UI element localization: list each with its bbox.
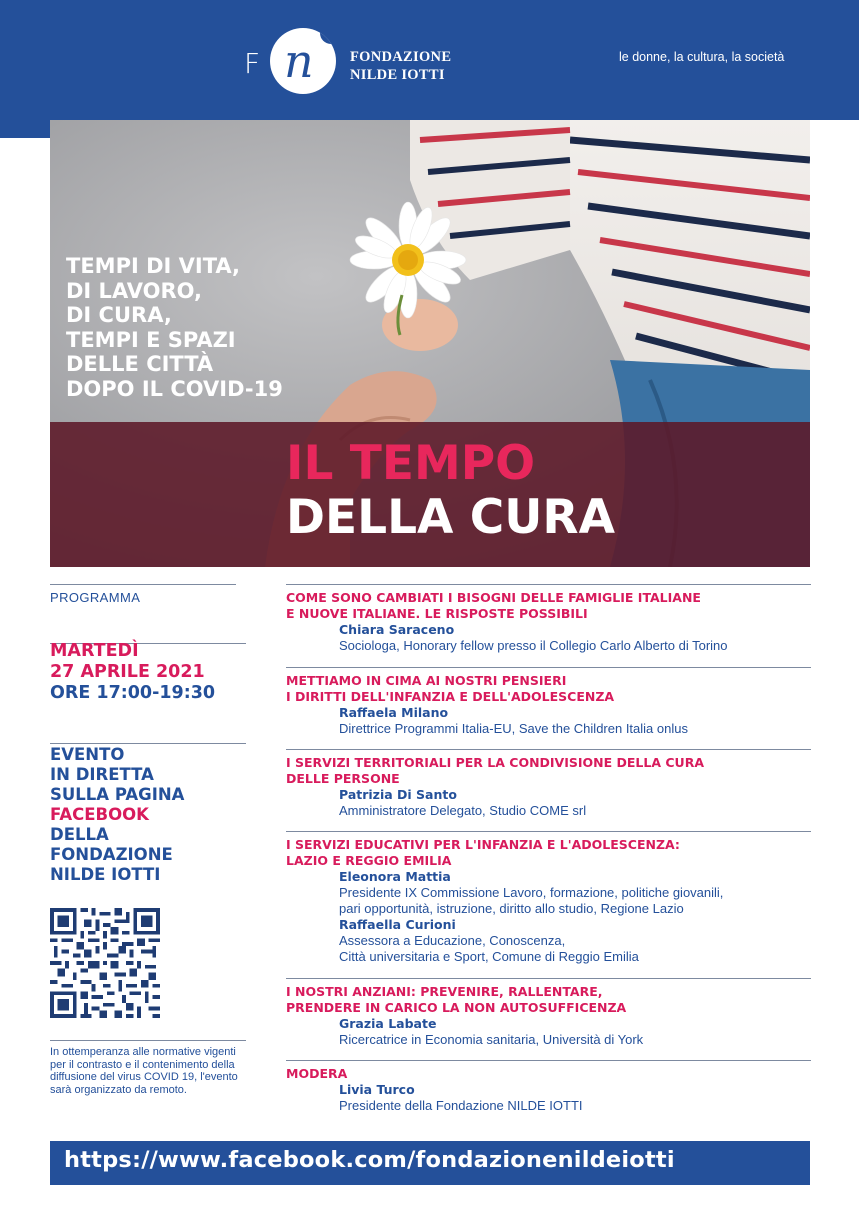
speaker-role: Direttrice Programmi Italia-EU, Save the Children Italia onlus <box>339 721 688 736</box>
program-item-title: E NUOVE ITALIANE. LE RISPOSTE POSSIBILI <box>286 606 588 621</box>
program-item-title: METTIAMO IN CIMA AI NOSTRI PENSIERI <box>286 673 567 688</box>
program-item <box>286 667 811 737</box>
subtitle-line: TEMPI DI VITA, <box>66 254 241 278</box>
program-item-moderator <box>286 1060 811 1114</box>
speaker-role: Amministratore Delegato, Studio COME srl <box>339 803 587 818</box>
program-item-title: COME SONO CAMBIATI I BISOGNI DELLE FAMIGLIE ITALIANE <box>286 590 701 605</box>
speaker-name: Patrizia Di Santo <box>339 787 457 802</box>
speaker-name: Chiara Saraceno <box>339 622 455 637</box>
program-item-title: I NOSTRI ANZIANI: PREVENIRE, RALLENTARE, <box>286 984 603 999</box>
event-info-line: FONDAZIONE <box>50 845 173 864</box>
divider <box>286 831 811 832</box>
event-info-line: SULLA PAGINA <box>50 785 185 804</box>
divider <box>286 584 811 585</box>
event-info-line: EVENTO <box>50 745 125 764</box>
speaker-role: Sociologa, Honorary fellow presso il Collegio Carlo Alberto di Torino <box>339 638 728 653</box>
logo-icon <box>270 28 336 94</box>
subtitle-line: DI CURA, <box>66 303 172 327</box>
speaker-role: Ricercatrice in Economia sanitaria, Università di York <box>339 1032 644 1047</box>
divider <box>50 1040 246 1041</box>
speaker-name: Raffaela Milano <box>339 705 449 720</box>
subtitle-line: DOPO IL COVID-19 <box>66 376 283 401</box>
speaker-name: Livia Turco <box>339 1082 415 1097</box>
event-weekday: MARTEDÌ <box>50 641 139 661</box>
divider <box>286 978 811 979</box>
program-item-title: MODERA <box>286 1066 348 1081</box>
event-info-line: IN DIRETTA <box>50 765 154 784</box>
event-subtitle <box>66 254 283 401</box>
organization-name-line1: FONDAZIONE <box>350 49 452 65</box>
speaker-role: Presidente della Fondazione NILDE IOTTI <box>339 1098 583 1113</box>
covid-notice: In ottemperanza alle normative vigenti per il contrasto e il contenimento della diffusione del virus COVID 19, l'evento sarà organizzato da remoto. <box>50 1046 238 1096</box>
logo-letter-f: F <box>244 47 261 80</box>
divider <box>286 667 811 668</box>
tagline: le donne, la cultura, la società <box>619 50 785 64</box>
programma-label: PROGRAMMA <box>50 590 141 605</box>
qr-code-icon[interactable] <box>50 908 160 1018</box>
event-time: ORE 17:00-19:30 <box>50 683 216 703</box>
program-item-title: LAZIO E REGGIO EMILIA <box>286 853 452 868</box>
event-date <box>50 641 215 704</box>
event-info-line: DELLA <box>50 825 109 844</box>
event-title-line2: DELLA CURA <box>286 490 615 545</box>
speaker-name: Eleonora Mattia <box>339 869 451 884</box>
program-item-title: I SERVIZI TERRITORIALI PER LA CONDIVISIONE DELLA CURA <box>286 755 705 770</box>
speaker-role: pari opportunità, istruzione, diritto allo studio, Regione Lazio <box>339 901 684 916</box>
logo-notch <box>320 28 336 44</box>
program-item <box>286 584 811 654</box>
divider <box>50 584 236 585</box>
program-item <box>286 978 811 1048</box>
program-item <box>286 831 811 965</box>
divider <box>286 749 811 750</box>
event-day: 27 APRILE 2021 <box>50 662 205 682</box>
daisy-flower <box>350 202 466 318</box>
divider <box>286 1060 811 1061</box>
hero-image <box>50 120 810 567</box>
organization-name <box>350 48 451 84</box>
speaker-role: Città universitaria e Sport, Comune di Reggio Emilia <box>339 949 639 964</box>
program-item-title: I DIRITTI DELL'INFANZIA E DELL'ADOLESCENZA <box>286 689 615 704</box>
speaker-role: Presidente IX Commissione Lavoro, formazione, politiche giovanili, <box>339 885 724 900</box>
facebook-url-link[interactable]: https://www.facebook.com/fondazionenildeiotti <box>64 1147 675 1173</box>
speaker-name: Raffaella Curioni <box>339 917 456 932</box>
event-info-line: NILDE IOTTI <box>50 865 161 884</box>
event-info-facebook: FACEBOOK <box>50 805 149 824</box>
subtitle-line: TEMPI E SPAZI <box>66 327 236 352</box>
program-item-title: DELLE PERSONE <box>286 771 400 786</box>
logo-letter-n: n <box>284 34 314 88</box>
organization-name-line2: NILDE IOTTI <box>350 67 445 83</box>
divider <box>50 743 246 744</box>
subtitle-line: DI LAVORO, <box>66 278 203 303</box>
speaker-name: Grazia Labate <box>339 1016 437 1031</box>
program-item <box>286 749 811 819</box>
event-stream-info <box>50 745 184 885</box>
program-item-title: PRENDERE IN CARICO LA NON AUTOSUFFICENZA <box>286 1000 627 1015</box>
program-item-title: I SERVIZI EDUCATIVI PER L'INFANZIA E L'ADOLESCENZA: <box>286 837 680 852</box>
subtitle-line: DELLE CITTÀ <box>66 352 214 376</box>
footer-bar <box>50 1141 810 1185</box>
event-title-line1: IL TEMPO <box>286 436 536 491</box>
speaker-role: Assessora a Educazione, Conoscenza, <box>339 933 566 948</box>
